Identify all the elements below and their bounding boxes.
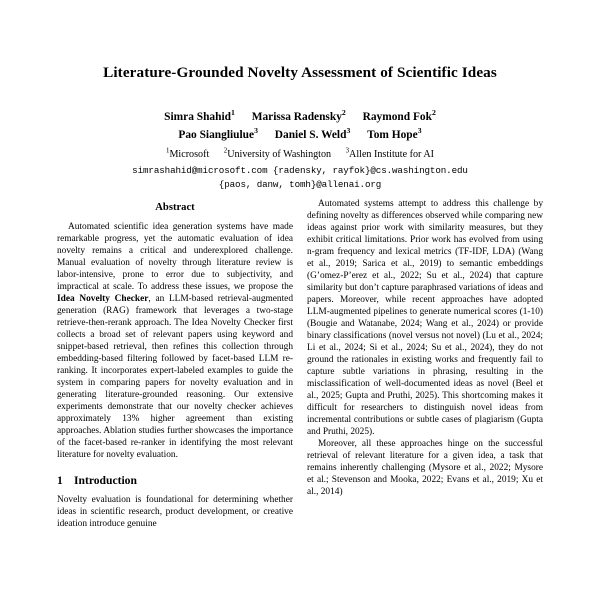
author-affiliation-marker: 2 <box>341 108 346 118</box>
author-entry <box>164 108 235 124</box>
author-row <box>0 109 600 127</box>
affiliation-marker: 1 <box>166 147 170 155</box>
section-number: 1 <box>57 474 63 487</box>
email-line[interactable]: simrashahid@microsoft.com {radensky, rayfok}@cs.washington.edu <box>132 164 468 176</box>
email-block <box>0 164 600 192</box>
author-affiliation-marker: 3 <box>346 126 351 136</box>
email-line[interactable]: {paos, danw, tomh}@allenai.org <box>218 178 382 190</box>
author-name: Tom Hope <box>367 128 418 141</box>
author-name: Raymond Fok <box>362 111 432 124</box>
author-name: Marissa Radensky <box>251 111 342 124</box>
affiliation-name: University of Washington <box>227 148 332 160</box>
column-right <box>307 198 543 600</box>
section-title: Introduction <box>74 474 137 487</box>
author-name: Daniel S. Weld <box>274 128 347 141</box>
author-row <box>0 127 600 145</box>
author-affiliation-marker: 2 <box>431 108 436 118</box>
abstract-bold-term: Idea Novelty Checker <box>57 294 149 304</box>
right-column-paragraph-2: Moreover, all these approaches hinge on the successful retrieval of relevant literature for a given idea, a task that remains inherently challenging (Mysore et al., 2022; Mysore et al.; Stevenson and Mooka, 2022; Evans et al., 2019; Xu et al., 2014) <box>307 439 543 497</box>
page-title: Literature-Grounded Novelty Assessment of Scientific Ideas <box>103 64 497 81</box>
abstract-text-part-1: Automated scientific idea generation systems have made remarkable progress, yet the automatic evaluation of idea novelty remains a critical and underexplored challenge. Manual evaluation of novelty through literature review is labor-intensive, prone to error due to subjectivity, and impractical at scale. To address these issues, we propose the <box>57 222 293 292</box>
affiliation-entry <box>224 149 331 160</box>
affiliation-marker: 2 <box>223 147 228 155</box>
author-name: Pao Siangliulue <box>178 128 255 141</box>
introduction-paragraph: Novelty evaluation is foundational for determining whether ideas in scientific research, product development, or creative ideation introduce genuine <box>57 495 293 529</box>
author-affiliation-marker: 1 <box>230 108 235 118</box>
column-left <box>57 198 293 600</box>
author-entry <box>178 126 258 141</box>
affiliation-name: Allen Institute for AI <box>349 148 434 160</box>
author-affiliation-marker: 3 <box>417 126 422 136</box>
abstract-text-part-2: , an LLM-based retrieval-augmented generation (RAG) framework that leverages a two-stage retrieve-then-rerank approach. The Idea Novelty Checker first collects a broad set of relevant papers using keyword and snippet-based retrieval, then refines this collection through embedding-based filtering followed by facet-based LLM re-ranking. It incorporates expert-labeled examples to guide the system in comparing papers for novelty evaluation and in generating literature-grounded reasoning. Our extensive experiments demonstrate that our novelty checker achieves approximately 13% higher agreement than existing approaches. Ablation studies further showcases the importance of the facet-based re-ranker in identifying the most relevant literature for novelty evaluation. <box>57 294 293 460</box>
author-entry <box>274 126 351 141</box>
author-entry <box>251 108 346 124</box>
abstract-text <box>57 221 293 461</box>
affiliation-block <box>0 148 600 162</box>
abstract-heading: Abstract <box>155 202 195 213</box>
author-affiliation-marker: 3 <box>254 126 258 136</box>
author-block <box>0 109 600 144</box>
affiliation-entry <box>346 149 434 160</box>
author-name: Simra Shahid <box>164 111 231 124</box>
author-entry <box>362 108 436 124</box>
body-columns <box>0 198 600 600</box>
author-entry <box>367 126 422 141</box>
affiliation-name: Microsoft <box>169 148 210 160</box>
right-column-paragraph-1: Automated systems attempt to address this challenge by defining novelty as differences observed while comparing new ideas against prior work with similarity measures, but they exhibit critical limitations. Prior work has evolved from using n-gram frequency and lexical metrics (TF-IDF, LDA) (Wang et al., 2019; Sarica et al., 2019) to semantic embeddings (G’omez-P’erez et al., 2022; Su et al., 2024) that capture similarity but don’t capture paraphrased variations of ideas and papers. Moreover, while recent approaches have adopted LLM-augmented pipelines to generate numerical scores (1-10) (Bougie and Watanabe, 2024; Wang et al., 2024) or provide binary classifications (novel versus not novel) (Lu et al., 2024; Li et al., 2024; Si et al., 2024; Su et al., 2024), they do not ground the rationales in existing works and frequently fail to capture subtle variations in phrasing, resulting in the misclassification of well-documented ideas as novel (Beel et al., 2025; Gupta and Pruthi, 2025). This shortcoming makes it difficult for researchers to distinguish novel ideas from incremental contributions or subtle cases of plagiarism (Gupta and Pruthi, 2025). <box>307 199 543 437</box>
affiliation-marker: 3 <box>345 147 350 155</box>
affiliation-entry <box>166 149 209 160</box>
section-heading-introduction <box>57 474 293 487</box>
